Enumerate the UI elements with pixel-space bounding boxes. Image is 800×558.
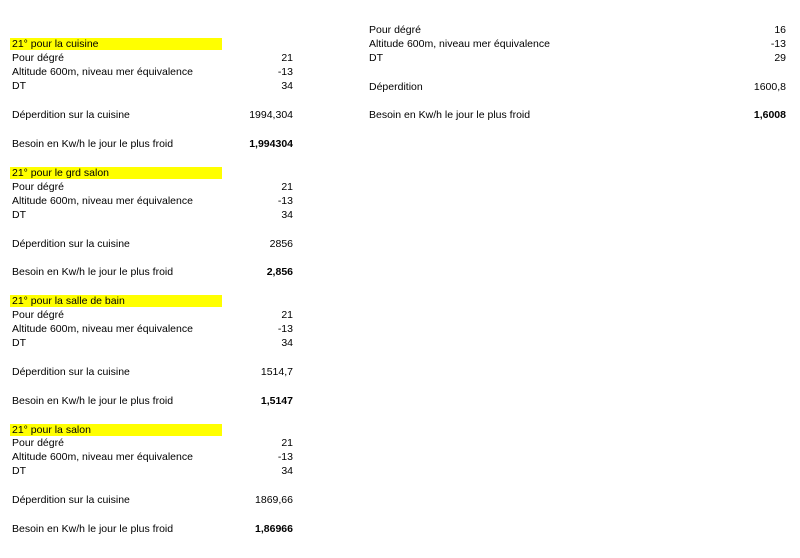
section-title-salle-de-bain: [10, 295, 222, 307]
section-title-grd-salon: [10, 167, 222, 179]
right-row-besoin: Besoin en Kw/h le jour le plus froid 1,6008: [369, 109, 786, 121]
section-title-text: 21° pour le grd salon: [12, 167, 110, 179]
section-title-salon: [10, 424, 222, 436]
right-row-dt: DT 29: [369, 52, 786, 64]
row-dt: DT 34: [12, 80, 293, 92]
row-pour-degre: Pour dégré 21: [12, 309, 293, 321]
row-dt: DT 34: [12, 337, 293, 349]
row-pour-degre: Pour dégré 21: [12, 181, 293, 193]
row-besoin: Besoin en Kw/h le jour le plus froid 1,86966: [12, 523, 293, 535]
row-pour-degre: Pour dégré 21: [12, 52, 293, 64]
row-pour-degre: Pour dégré 21: [12, 437, 293, 449]
row-besoin: Besoin en Kw/h le jour le plus froid 1,994304: [12, 138, 293, 150]
row-dt: DT 34: [12, 209, 293, 221]
row-deperdition: Déperdition sur la cuisine 1994,304: [12, 109, 293, 121]
row-altitude: Altitude 600m, niveau mer équivalence -13: [12, 66, 293, 78]
row-deperdition: Déperdition sur la cuisine 1869,66: [12, 494, 293, 506]
row-besoin: Besoin en Kw/h le jour le plus froid 2,856: [12, 266, 293, 278]
row-dt: DT 34: [12, 465, 293, 477]
row-deperdition: Déperdition sur la cuisine 1514,7: [12, 366, 293, 378]
section-title-cuisine: [10, 38, 222, 50]
section-title-text: 21° pour la salon: [12, 424, 91, 436]
row-besoin: Besoin en Kw/h le jour le plus froid 1,5147: [12, 395, 293, 407]
row-altitude: Altitude 600m, niveau mer équivalence -13: [12, 323, 293, 335]
right-row-altitude: Altitude 600m, niveau mer équivalence -13: [369, 38, 786, 50]
row-deperdition: Déperdition sur la cuisine 2856: [12, 238, 293, 250]
row-altitude: Altitude 600m, niveau mer équivalence -13: [12, 195, 293, 207]
section-title-text: 21° pour la salle de bain: [12, 295, 125, 307]
row-altitude: Altitude 600m, niveau mer équivalence -13: [12, 451, 293, 463]
right-row-pour-degre: Pour dégré 16: [369, 24, 786, 36]
right-row-deperdition: Déperdition 1600,8: [369, 81, 786, 93]
section-title-text: 21° pour la cuisine: [12, 38, 99, 50]
